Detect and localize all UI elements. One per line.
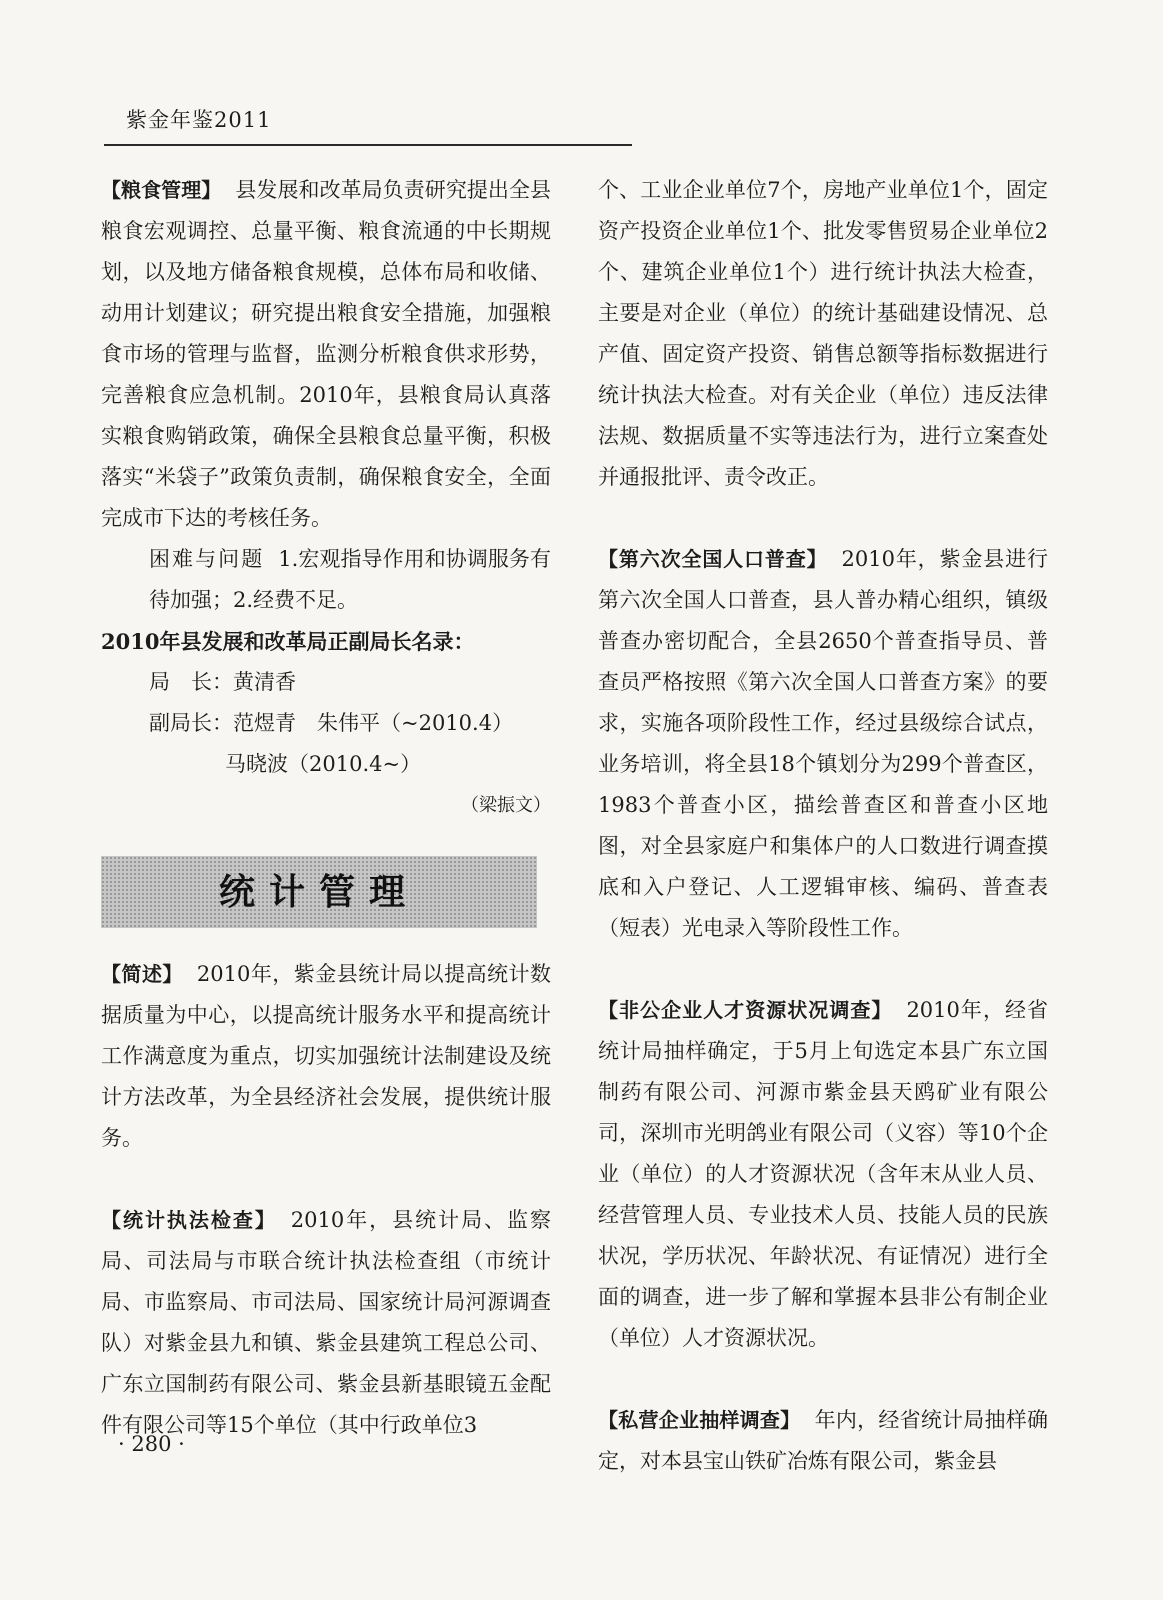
right-column xyxy=(598,170,1048,1482)
section-banner: 统计管理 xyxy=(101,856,537,928)
private-enterprise-body: 年内，经省统计局抽样确定，对本县宝山铁矿冶炼有限公司，紫金县 xyxy=(598,1408,1049,1473)
private-enterprise-paragraph xyxy=(598,1400,1048,1482)
deputy-line: 副局长：范煜青 朱伟平（~2010.4） xyxy=(149,711,514,735)
summary-paragraph xyxy=(101,954,551,1159)
law-enforcement-paragraph xyxy=(101,1200,551,1446)
page-number: · 280 · xyxy=(118,1432,185,1456)
deputy-line-2: 马晓波（2010.4~） xyxy=(225,752,422,776)
summary-heading: 【简述】 xyxy=(101,962,183,986)
grain-management-paragraph xyxy=(101,170,551,539)
header-rule xyxy=(104,144,632,146)
law-enforcement-heading: 【统计执法检查】 xyxy=(101,1208,277,1232)
problems-label: 困难与问题 xyxy=(149,547,265,571)
author-credit: （梁振文） xyxy=(461,795,551,816)
talent-survey-body: 2010年，经省统计局抽样确定，于5月上旬选定本县广东立国制药有限公司、河源市紫金县天鸥矿业有限公司，深圳市光明鸽业有限公司（义容）等10个企业（单位）的人才资源状况（含年末从业人员、经营管理人员、专业技术人员、技能人员的民族状况，学历状况、年龄状况、有证情况）进行全面的调查，进一步了解和掌握本县非公有制企业（单位）人才资源状况。 xyxy=(598,998,1049,1350)
talent-survey-heading: 【非公企业人才资源状况调查】 xyxy=(598,998,893,1022)
summary-body: 2010年，紫金县统计局以提高统计数据质量为中心，以提高统计服务水平和提高统计工作满意度为重点，切实加强统计法制建设及统计方法改革，为全县经济社会发展，提供统计服务。 xyxy=(101,962,551,1150)
census-heading: 【第六次全国人口普查】 xyxy=(598,547,828,571)
left-column xyxy=(101,170,551,1446)
private-enterprise-heading: 【私营企业抽样调查】 xyxy=(598,1408,801,1432)
law-enforcement-body: 2010年，县统计局、监察局、司法局与市联合统计执法检查组（市统计局、市监察局、市司法局、国家统计局河源调查队）对紫金县九和镇、紫金县建筑工程总公司、广东立国制药有限公司、紫金县新基眼镜五金配件有限公司等15个单位（其中行政单位3 xyxy=(101,1208,551,1437)
census-paragraph xyxy=(598,539,1048,949)
law-enforcement-continued: 个、工业企业单位7个，房地产业单位1个，固定资产投资企业单位1个、批发零售贸易企业单位2个、建筑企业单位1个）进行统计执法大检查，主要是对企业（单位）的统计基础建设情况、总产值、固定资产投资、销售总额等指标数据进行统计执法大检查。对有关企业（单位）违反法律法规、数据质量不实等违法行为，进行立案查处并通报批评、责令改正。 xyxy=(598,178,1048,489)
problems-body: 1.宏观指导作用和协调服务有待加强；2.经费不足。 xyxy=(149,547,551,612)
census-body: 2010年，紫金县进行第六次全国人口普查，县人普办精心组织，镇级普查办密切配合，全县2650个普查指导员、普查员严格按照《第六次全国人口普查方案》的要求，实施各项阶段性工作，经过县级综合试点，业务培训，将全县18个镇划分为299个普查区，1983个普查小区，描绘普查区和普查小区地图，对全县家庭户和集体户的人口数进行调查摸底和入户登记、人工逻辑审核、编码、普查表（短表）光电录入等阶段性工作。 xyxy=(598,547,1049,940)
grain-management-body: 县发展和改革局负责研究提出全县粮食宏观调控、总量平衡、粮食流通的中长期规划，以及地方储备粮食规模，总体布局和收储、动用计划建议；研究提出粮食安全措施，加强粮食市场的管理与监督，监测分析粮食供求形势，完善粮食应急机制。2010年，县粮食局认真落实粮食购销政策，确保全县粮食总量平衡，积极落实“米袋子”政策负责制，确保粮食安全，全面完成市下达的考核任务。 xyxy=(101,178,552,530)
talent-survey-paragraph xyxy=(598,990,1048,1359)
grain-management-heading: 【粮食管理】 xyxy=(101,178,222,202)
director-line: 局 长：黄清香 xyxy=(149,670,296,694)
running-header: 紫金年鉴2011 xyxy=(126,108,272,132)
problems-paragraph xyxy=(101,539,551,621)
roster-title: 2010年县发展和改革局正副局长名录： xyxy=(101,629,475,654)
